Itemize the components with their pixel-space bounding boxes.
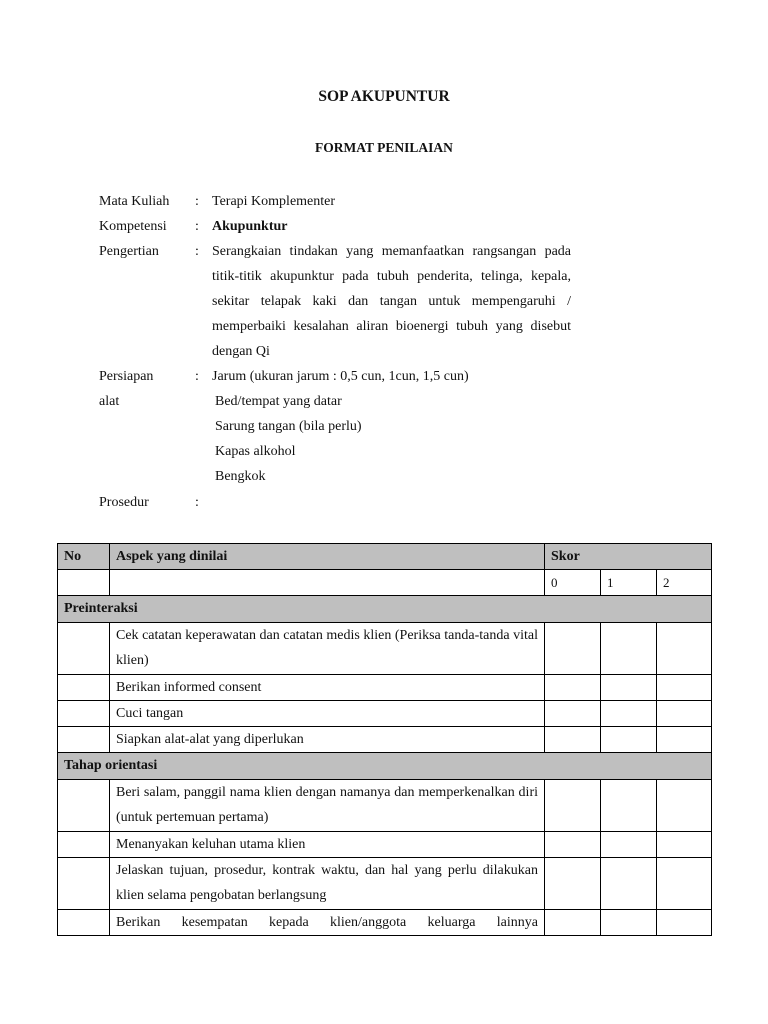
aspek-cell: Berikan kesempatan kepada klien/anggota keluarga lainnya bbox=[110, 910, 545, 936]
info-row-mata-kuliah bbox=[99, 189, 571, 214]
score-cell[interactable] bbox=[657, 858, 712, 910]
score-cell[interactable] bbox=[657, 727, 712, 753]
section-title: Tahap orientasi bbox=[58, 753, 712, 780]
table-row bbox=[58, 701, 712, 727]
score-cell[interactable] bbox=[545, 675, 601, 701]
score-label: 2 bbox=[657, 570, 712, 596]
info-value bbox=[212, 490, 571, 515]
score-cell[interactable] bbox=[601, 675, 657, 701]
info-colon: : bbox=[195, 244, 199, 259]
page-subtitle: FORMAT PENILAIAN bbox=[315, 140, 453, 155]
no-cell bbox=[58, 832, 110, 858]
table-row bbox=[58, 832, 712, 858]
score-label: 1 bbox=[601, 570, 657, 596]
score-cell[interactable] bbox=[601, 623, 657, 675]
page-title: SOP AKUPUNTUR bbox=[318, 88, 450, 105]
score-cell[interactable] bbox=[657, 675, 712, 701]
score-cell[interactable] bbox=[601, 727, 657, 753]
info-value-list bbox=[212, 364, 571, 489]
info-block bbox=[99, 189, 571, 515]
aspek-cell: Jelaskan tujuan, prosedur, kontrak waktu, dan hal yang perlu dilakukan klien selama pengobatan berlangsung bbox=[110, 858, 545, 910]
table-header-row bbox=[58, 544, 712, 570]
score-cell[interactable] bbox=[601, 780, 657, 832]
score-cell[interactable] bbox=[545, 701, 601, 727]
no-cell bbox=[58, 623, 110, 675]
header-no: No bbox=[58, 544, 110, 570]
table-row bbox=[58, 858, 712, 910]
list-item: Sarung tangan (bila perlu) bbox=[215, 419, 362, 434]
score-cell[interactable] bbox=[545, 727, 601, 753]
score-cell[interactable] bbox=[657, 780, 712, 832]
aspek-cell: Berikan informed consent bbox=[110, 675, 545, 701]
table-row bbox=[58, 623, 712, 675]
info-value: Akupunktur bbox=[212, 219, 288, 234]
list-item: Bengkok bbox=[215, 469, 266, 484]
table-row bbox=[58, 910, 712, 936]
score-cell[interactable] bbox=[601, 910, 657, 936]
section-title: Preinteraksi bbox=[58, 596, 712, 623]
info-row-kompetensi bbox=[99, 214, 571, 239]
score-cell[interactable] bbox=[545, 832, 601, 858]
no-cell bbox=[58, 675, 110, 701]
info-colon: : bbox=[195, 219, 199, 234]
info-label: Prosedur bbox=[99, 495, 149, 510]
info-value: Terapi Komplementer bbox=[212, 194, 336, 209]
header-skor: Skor bbox=[545, 544, 712, 570]
no-cell bbox=[58, 701, 110, 727]
aspek-cell: Beri salam, panggil nama klien dengan namanya dan memperkenalkan diri (untuk pertemuan pertama) bbox=[110, 780, 545, 832]
score-cell[interactable] bbox=[657, 910, 712, 936]
info-label: Kompetensi bbox=[99, 219, 167, 234]
aspek-cell: Cek catatan keperawatan dan catatan medis klien (Periksa tanda-tanda vital klien) bbox=[110, 623, 545, 675]
list-item: Jarum (ukuran jarum : 0,5 cun, 1cun, 1,5 cun) bbox=[212, 369, 469, 384]
info-label-line: Persiapan bbox=[99, 369, 154, 384]
assessment-table bbox=[57, 543, 712, 936]
aspek-cell: Cuci tangan bbox=[110, 701, 545, 727]
info-row-prosedur bbox=[99, 490, 571, 515]
score-cell[interactable] bbox=[601, 701, 657, 727]
empty-cell bbox=[110, 570, 545, 596]
score-cell[interactable] bbox=[545, 780, 601, 832]
score-cell[interactable] bbox=[545, 910, 601, 936]
table-row bbox=[58, 675, 712, 701]
aspek-cell: Siapkan alat-alat yang diperlukan bbox=[110, 727, 545, 753]
info-label bbox=[99, 364, 195, 489]
section-row bbox=[58, 753, 712, 780]
score-cell[interactable] bbox=[657, 701, 712, 727]
no-cell bbox=[58, 780, 110, 832]
table-row bbox=[58, 727, 712, 753]
aspek-cell: Menanyakan keluhan utama klien bbox=[110, 832, 545, 858]
info-colon: : bbox=[195, 369, 199, 384]
table-score-row bbox=[58, 570, 712, 596]
no-cell bbox=[58, 858, 110, 910]
score-cell[interactable] bbox=[601, 832, 657, 858]
no-cell bbox=[58, 910, 110, 936]
info-colon: : bbox=[195, 495, 199, 510]
score-cell[interactable] bbox=[545, 858, 601, 910]
info-value: Serangkaian tindakan yang memanfaatkan rangsangan pada titik-titik akupunktur pada tubuh penderita, telinga, kepala, sekitar telapak kaki dan tangan untuk mempengaruhi / memperbaiki kesalahan aliran bioenergi tubuh yang disebut dengan Qi bbox=[212, 244, 571, 359]
info-label-line: alat bbox=[99, 394, 120, 409]
table-row bbox=[58, 780, 712, 832]
score-cell[interactable] bbox=[545, 623, 601, 675]
score-cell[interactable] bbox=[601, 858, 657, 910]
list-item: Kapas alkohol bbox=[215, 444, 296, 459]
header-aspek: Aspek yang dinilai bbox=[110, 544, 545, 570]
info-row-persiapan bbox=[99, 364, 571, 489]
info-label: Mata Kuliah bbox=[99, 194, 170, 209]
empty-cell bbox=[58, 570, 110, 596]
section-row bbox=[58, 596, 712, 623]
info-label: Pengertian bbox=[99, 244, 159, 259]
score-label: 0 bbox=[545, 570, 601, 596]
info-colon: : bbox=[195, 194, 199, 209]
score-cell[interactable] bbox=[657, 832, 712, 858]
list-item: Bed/tempat yang datar bbox=[215, 394, 342, 409]
score-cell[interactable] bbox=[657, 623, 712, 675]
info-row-pengertian bbox=[99, 239, 571, 364]
no-cell bbox=[58, 727, 110, 753]
